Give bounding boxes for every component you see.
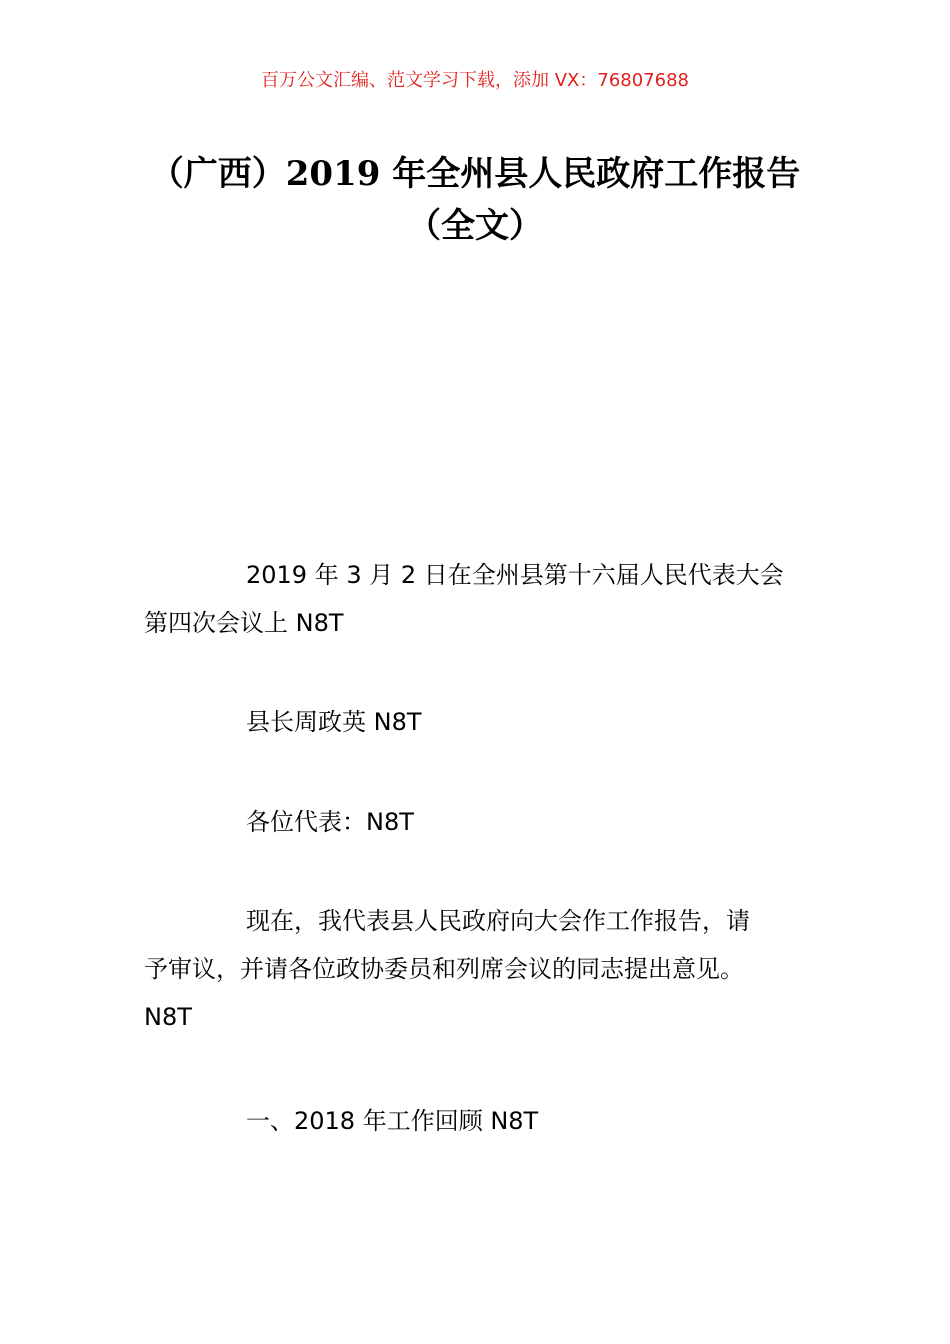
header-note: 百万公文汇编、范文学习下载，添加 VX：76807688: [261, 70, 689, 91]
intro-line-2: 予审议，并请各位政协委员和列席会议的同志提出意见。: [144, 955, 744, 983]
meeting-paragraph: [144, 551, 834, 647]
title-line-2: （全文）: [407, 206, 543, 246]
meeting-line-1: 2019 年 3 月 2 日在全州县第十六届人民代表大会: [246, 561, 784, 589]
greeting-paragraph: 各位代表：N8T: [246, 808, 414, 836]
intro-line-1: 现在，我代表县人民政府向大会作工作报告，请: [246, 907, 750, 935]
intro-line-3: N8T: [144, 1003, 192, 1031]
intro-paragraph: [144, 897, 834, 1041]
document-title: [100, 148, 850, 252]
title-line-1: （广西）2019 年全州县人民政府工作报告: [149, 154, 801, 194]
speaker-paragraph: 县长周政英 N8T: [246, 708, 422, 736]
section-heading: 一、2018 年工作回顾 N8T: [246, 1107, 539, 1135]
meeting-line-2: 第四次会议上 N8T: [144, 609, 344, 637]
